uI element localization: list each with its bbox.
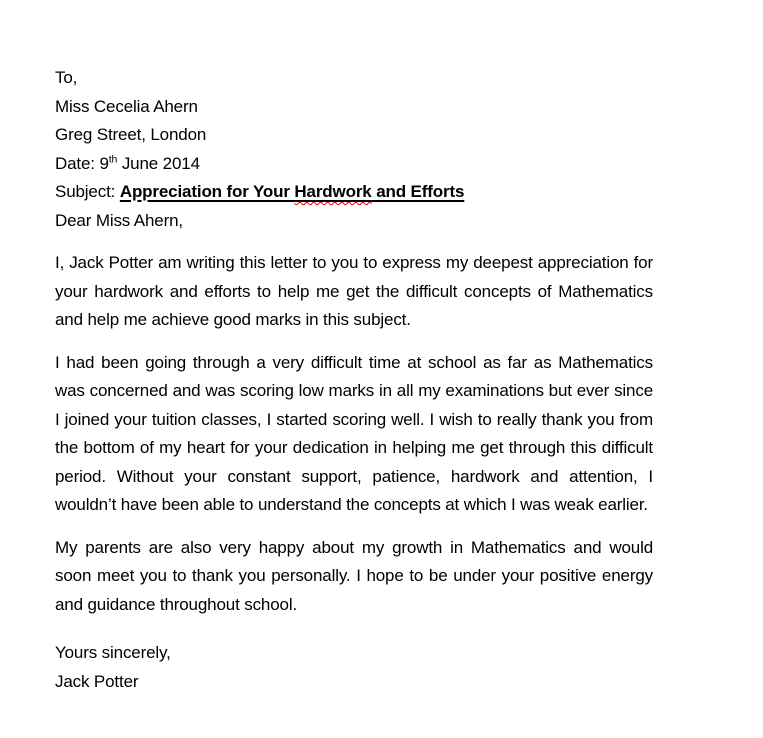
body-paragraph-2[interactable]: I had been going through a very difficult time at school as far as Mathematics was concerned and was scoring low marks in all my examinations but ever since I joined your tuition classes, I started scoring well. I wish to really thank you from the bottom of my heart for your dedication in helping me get through this difficult period. Without your constant support, patience, hardwork and attention, I wouldn’t have been able to understand the concepts at which I was weak earlier.: [55, 352, 653, 514]
recipient-name[interactable]: Miss Cecelia Ahern: [55, 96, 198, 116]
misspelled-word: Hardwork: [294, 182, 372, 201]
date-remainder: June 2014: [117, 153, 200, 173]
letter-content: [55, 64, 653, 696]
date-label: Date:: [55, 153, 100, 173]
date-ordinal-suffix: th: [108, 152, 118, 165]
closing-line[interactable]: Yours sincerely,: [55, 643, 171, 662]
closing-block: [55, 639, 653, 696]
body-paragraph-1[interactable]: I, Jack Potter am writing this letter to you to express my deepest appreciation for your hardwork and efforts to help me get the difficult concepts of Mathematics and help me achieve good marks in this subject.: [55, 253, 653, 329]
subject-label: Subject:: [55, 182, 120, 201]
subject-line[interactable]: [55, 178, 653, 207]
subject-text-after: and Efforts: [371, 182, 465, 201]
body-paragraph-3[interactable]: My parents are also very happy about my growth in Mathematics and would soon meet you to thank you personally. I hope to be under your positive energy and guidance throughout school.: [55, 537, 653, 614]
recipient-address[interactable]: Greg Street, London: [55, 125, 207, 144]
signature-line[interactable]: Jack Potter: [55, 671, 139, 691]
recipient-to-line[interactable]: To,: [55, 68, 78, 87]
subject-text-before: Appreciation for Your: [119, 182, 295, 201]
subject-text: [120, 182, 464, 201]
date-day: 9: [99, 153, 109, 173]
greeting-line[interactable]: Dear Miss Ahern,: [55, 210, 183, 230]
date-line[interactable]: [55, 150, 653, 179]
